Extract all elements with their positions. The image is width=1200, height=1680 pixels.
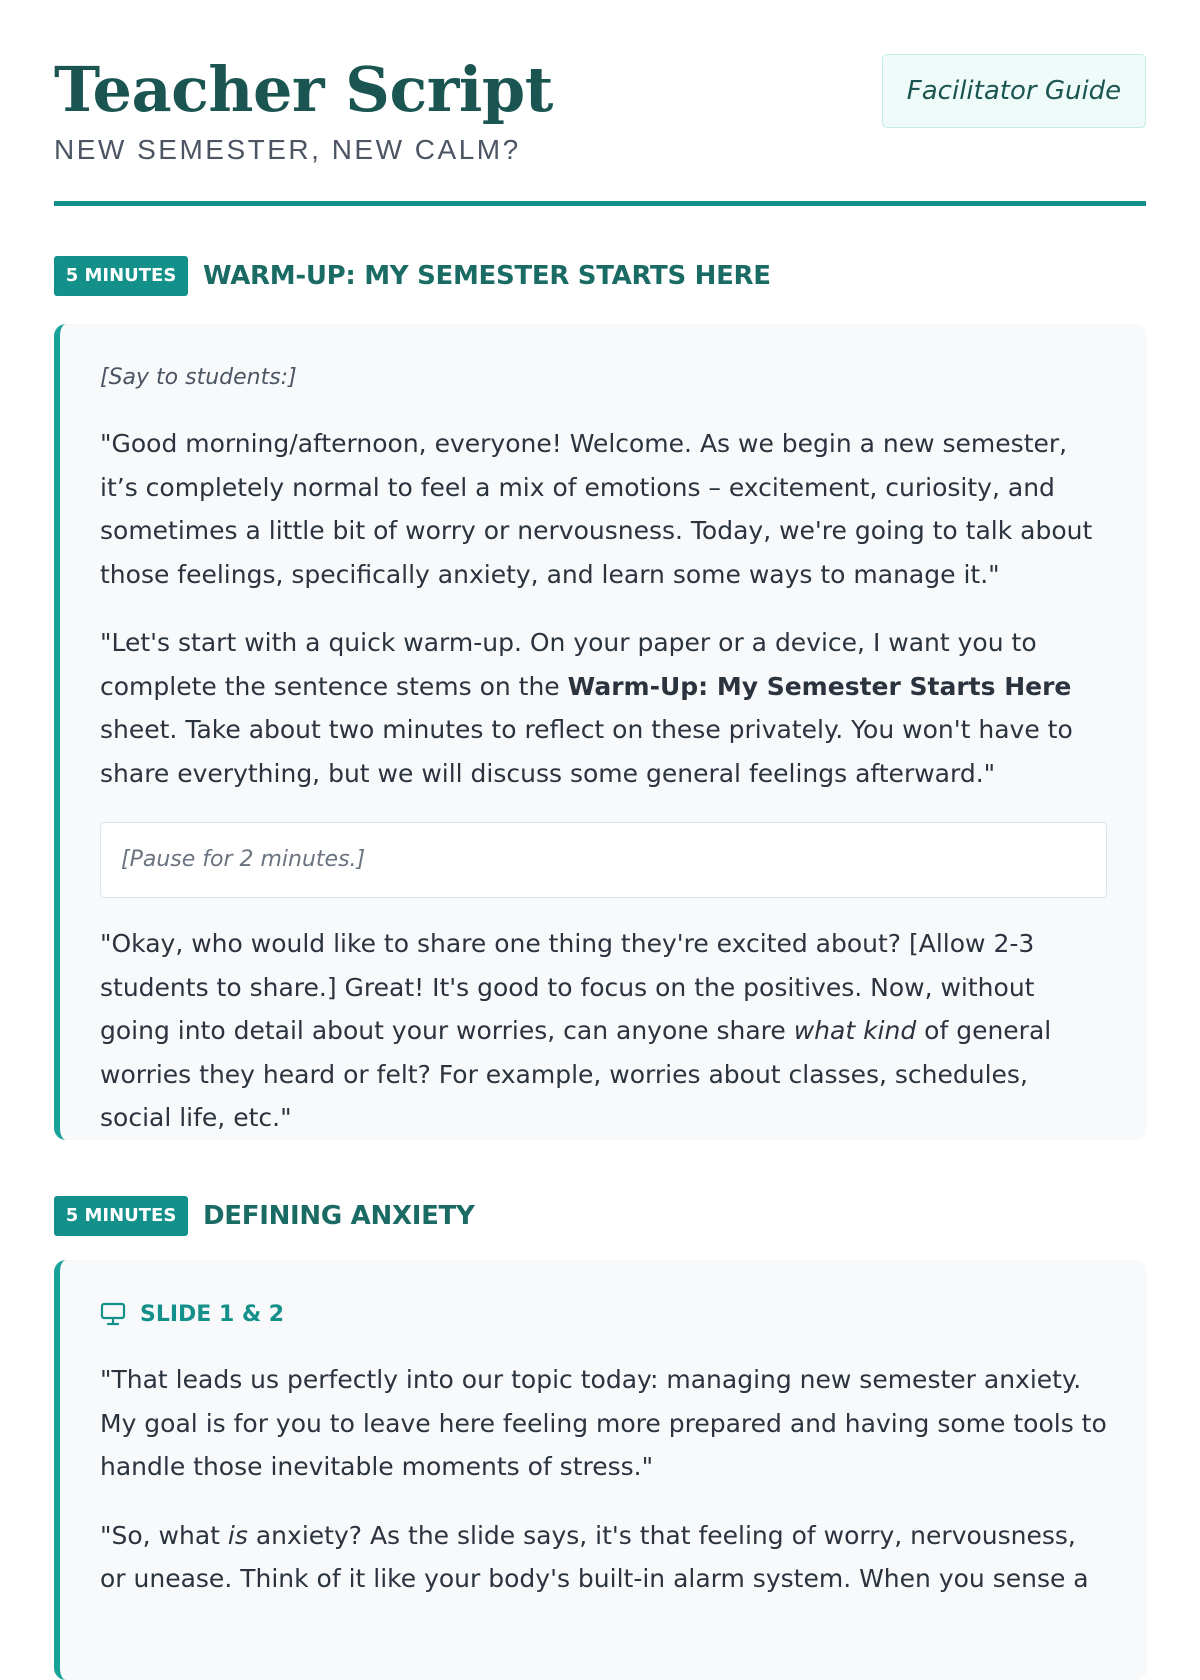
- slide-reference: [100, 1296, 1107, 1332]
- script-paragraph: "Good morning/afternoon, everyone! Welcome. As we begin a new semester, it’s completely normal to feel a mix of emotions – excitement, curiosity, and sometimes a little bit of worry or nervousness. Today, we're going to talk about those feelings, specifically anxiety, and learn some ways to manage it.": [100, 429, 1093, 589]
- pause-instruction-box: [Pause for 2 minutes.]: [100, 822, 1107, 898]
- facilitator-guide-badge: Facilitator Guide: [882, 54, 1146, 128]
- section-title: WARM-UP: MY SEMESTER STARTS HERE: [203, 261, 771, 291]
- emphasis-text: is: [227, 1520, 248, 1550]
- script-paragraph: "That leads us perfectly into our topic today: managing new semester anxiety. My goal is for you to leave here feeling more prepared and having some tools to handle those inevitable moments of stress.": [100, 1365, 1107, 1481]
- script-paragraph: "So, what is anxiety? As the slide says, it's that feeling of worry, nervousness, or unease. Think of it like your body's built-in alarm system. When you sense a: [100, 1520, 1089, 1593]
- page-subtitle: NEW SEMESTER, NEW CALM?: [54, 134, 521, 165]
- time-badge: 5 MINUTES: [54, 256, 188, 296]
- time-badge: 5 MINUTES: [54, 1196, 188, 1236]
- emphasis-text: what kind: [793, 1016, 917, 1045]
- slide-label: SLIDE 1 & 2: [140, 1301, 285, 1327]
- stage-direction: [Say to students:]: [100, 365, 297, 390]
- presentation-monitor-icon: [100, 1302, 126, 1326]
- page-header: [54, 0, 1146, 206]
- script-card-warm-up: [54, 324, 1147, 1140]
- page-title: Teacher Script: [54, 53, 553, 126]
- script-paragraph: "Okay, who would like to share one thing they're excited about? [Allow 2-3 students to share.] Great! It's good to focus on the positives. Now, without going into detail about your worries, can anyone share what kind of general worries they heard or felt? For example, worries about classes, schedules, social life, etc.": [100, 929, 1052, 1132]
- script-paragraph: "Let's start with a quick warm-up. On your paper or a device, I want you to complete the sentence stems on the Warm-Up: My Semester Starts Here sheet. Take about two minutes to reflect on these privately. You won't have to share everything, but we will discuss some general feelings afterward.": [100, 628, 1073, 788]
- section-title: DEFINING ANXIETY: [203, 1201, 475, 1231]
- worksheet-title: Warm-Up: My Semester Starts Here: [567, 671, 1072, 701]
- script-card-defining-anxiety: [54, 1260, 1147, 1680]
